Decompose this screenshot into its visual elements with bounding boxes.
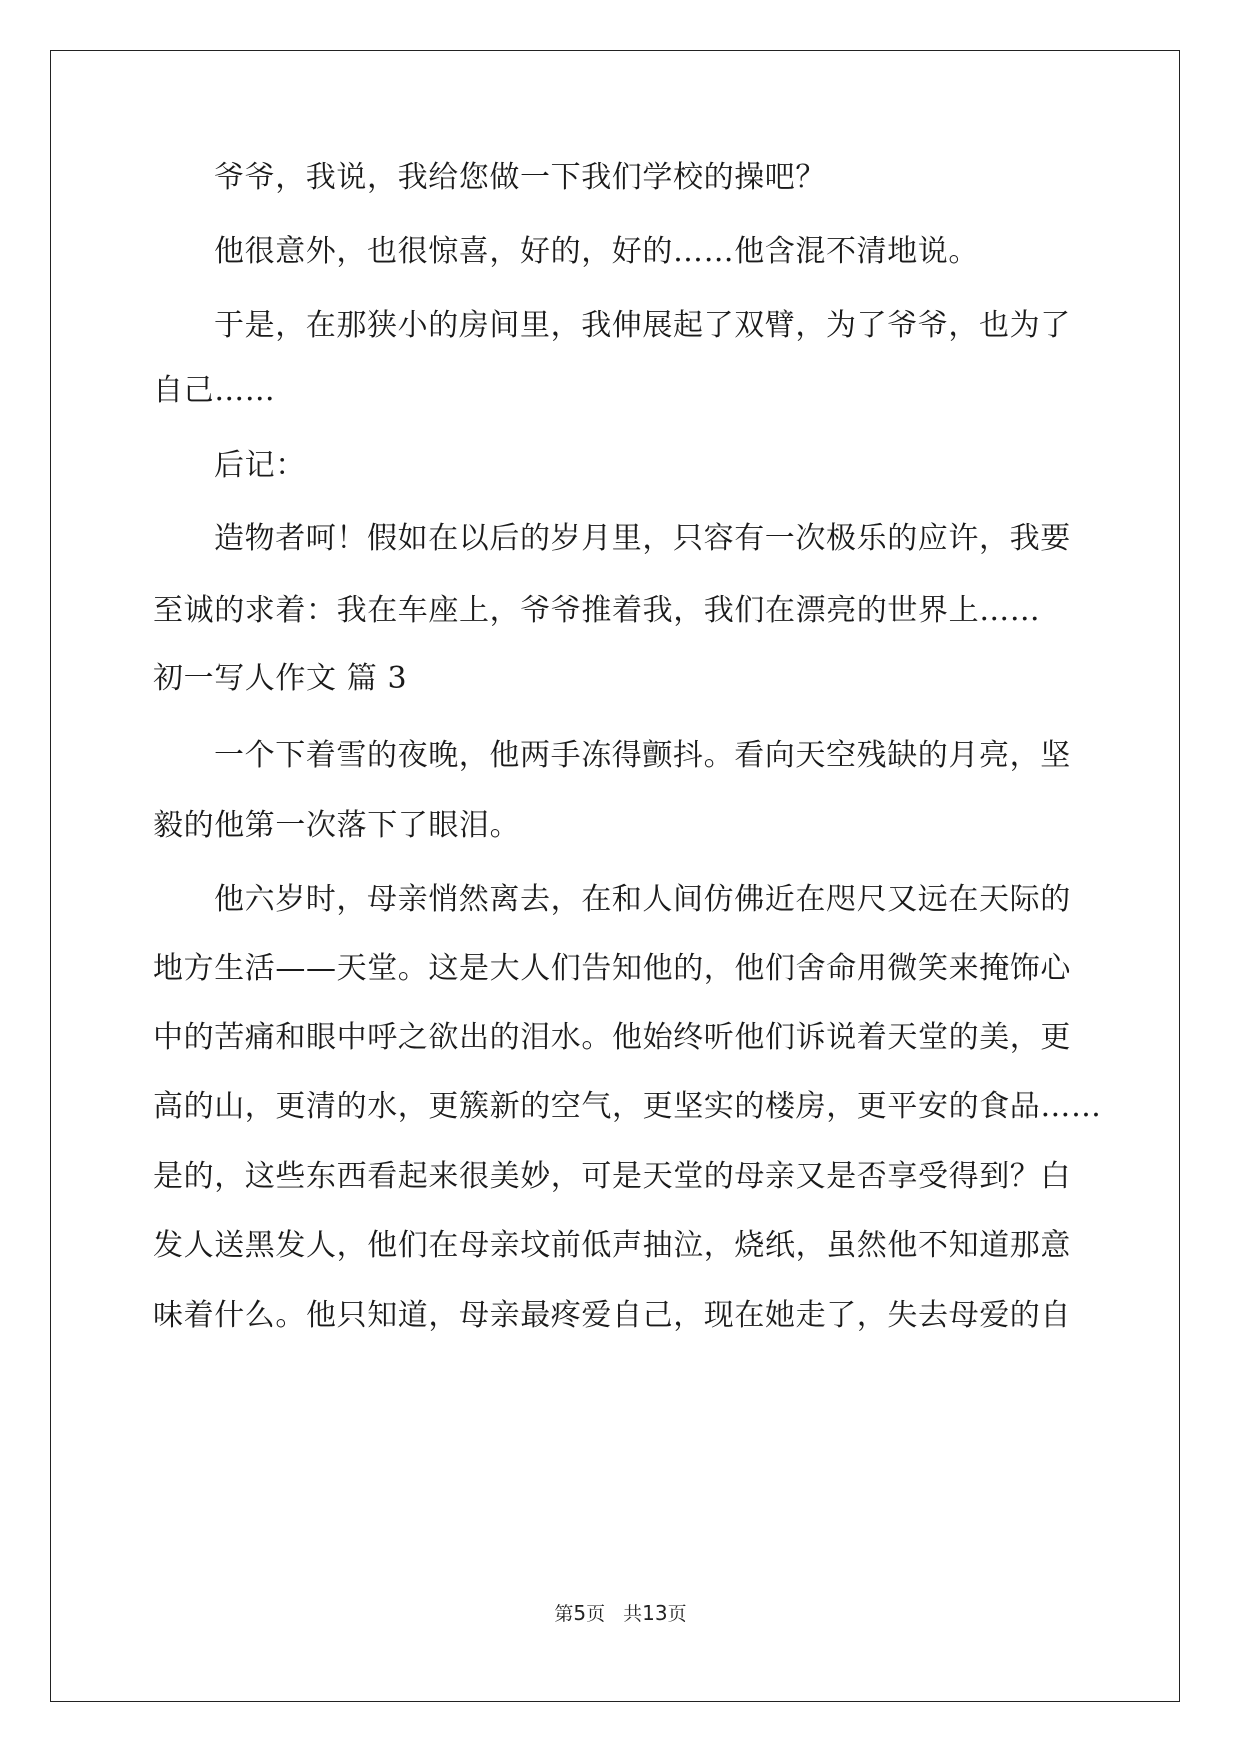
page-suffix: 页 (586, 1603, 606, 1625)
total-prefix: 共 (623, 1603, 643, 1625)
paragraph-line: 毅的他第一次落下了眼泪。 (153, 808, 521, 843)
page-frame (50, 50, 1180, 1702)
paragraph-line: 发人送黑发人，他们在母亲坟前低声抽泣，烧纸，虽然他不知道那意 (153, 1228, 1071, 1263)
paragraph-line: 于是，在那狭小的房间里，我伸展起了双臂，为了爷爷，也为了 (214, 308, 1071, 343)
paragraph-line: 造物者呵！假如在以后的岁月里，只容有一次极乐的应许，我要 (214, 521, 1071, 556)
paragraph-line: 中的苦痛和眼中呼之欲出的泪水。他始终听他们诉说着天堂的美，更 (153, 1020, 1071, 1055)
page-footer (0, 1600, 1241, 1627)
page-current: 5 (573, 1601, 587, 1625)
paragraph-line: 地方生活——天堂。这是大人们告知他的，他们舍命用微笑来掩饰心 (153, 951, 1071, 986)
paragraph-line: 爷爷，我说，我给您做一下我们学校的操吧？ (214, 160, 826, 195)
paragraph-line: 后记： (214, 448, 306, 483)
total-suffix: 页 (667, 1603, 687, 1625)
paragraph-line: 一个下着雪的夜晚，他两手冻得颤抖。看向天空残缺的月亮，坚 (214, 738, 1071, 773)
paragraph-line: 至诚的求着：我在车座上，爷爷推着我，我们在漂亮的世界上…… (153, 593, 1041, 628)
paragraph-line: 他六岁时，母亲悄然离去，在和人间仿佛近在咫尺又远在天际的 (214, 882, 1071, 917)
paragraph-line: 是的，这些东西看起来很美妙，可是天堂的母亲又是否享受得到？白 (153, 1159, 1071, 1194)
paragraph-line: 味着什么。他只知道，母亲最疼爱自己，现在她走了，失去母爱的自 (153, 1298, 1071, 1333)
paragraph-line: 自己…… (153, 373, 276, 408)
paragraph-line: 高的山，更清的水，更簇新的空气，更坚实的楼房，更平安的食品…… (153, 1089, 1102, 1124)
page-total: 13 (642, 1601, 668, 1625)
paragraph-line: 他很意外，也很惊喜，好的，好的……他含混不清地说。 (214, 234, 979, 269)
section-heading: 初一写人作文 篇 3 (153, 661, 408, 696)
page-prefix: 第 (554, 1603, 574, 1625)
